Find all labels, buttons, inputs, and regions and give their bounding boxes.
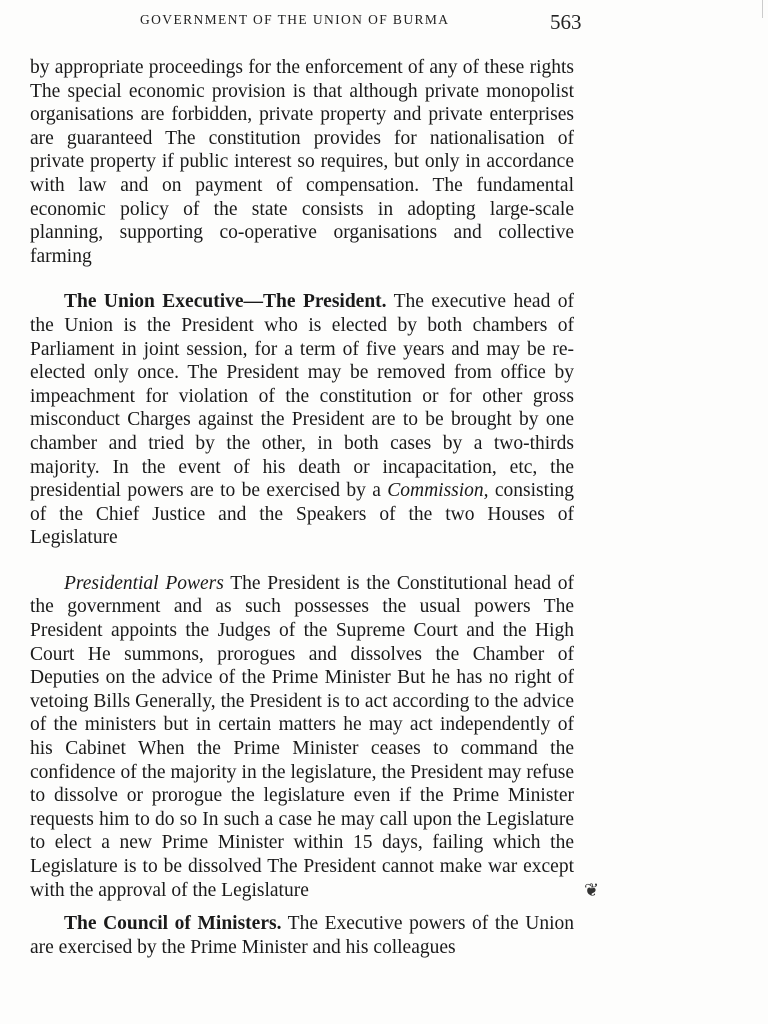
running-head: GOVERNMENT OF THE UNION OF BURMA (140, 12, 450, 27)
paragraph-gap (30, 902, 574, 912)
page-edge-line (762, 0, 763, 18)
paragraph-gap (30, 268, 574, 290)
paragraph-union-executive (30, 290, 574, 550)
paragraph-text: The Executive powers of the Union are exercised by the Prime Minister and his colleagues (30, 913, 574, 958)
paragraph-text-continued: consisting of the Chief Justice and the Speakers of the two Houses of Legislature (30, 480, 574, 549)
paragraph-text: by appropriate proceedings for the enforcement of any of these rights The special economic provision is that although private monopolist organisations are forbidden, private property and private enterprises are guaranteed The constitution provides for nationalisation of private property if public interest so requires, but only in accordance with law and on payment of compensation. The fundamental economic policy of the state consists in adopting large-scale planning, supporting co-operative organisations and collective farming (30, 57, 574, 267)
subheading-presidential-powers: Presidential Powers (64, 572, 224, 594)
italic-term-commission: Commission, (387, 480, 489, 502)
section-heading-union-executive: The Union Executive—The President. (64, 291, 387, 313)
margin-ink-mark-icon: ❦ (584, 880, 600, 900)
paragraph-council-of-ministers (30, 912, 574, 959)
paragraph-gap (30, 550, 574, 572)
paragraph-text: The President is the Constitutional head of the government and as such possesses the usual powers The President appoints the Judges of the Supreme Court and the High Court He summons, prorogues and dissolves the Chamber of Deputies on the advice of the Prime Minister But he has no right of vetoing Bills Generally, the President is to act according to the advice of the ministers but in certain matters he may act independently of his Cabinet When the Prime Minister ceases to command the confidence of the majority in the legislature, the President may refuse to dissolve or prorogue the legislature even if the Prime Minister requests him to do so In such a case he may call upon the Legislature to elect a new Prime Minister within 15 days, failing which the Legislature is to be dissolved The President cannot make war except with the approval of the Legislature (30, 572, 574, 901)
paragraph-economic-provisions (30, 56, 574, 268)
section-heading-council-of-ministers: The Council of Ministers. (64, 913, 282, 935)
page-number: 563 (550, 10, 582, 34)
body-text (30, 56, 574, 959)
paragraph-text: The executive head of the Union is the President who is elected by both chambers of Parliament in joint session, for a term of five years and may be re-elected only once. The President may be removed from office by impeachment for violation of the constitution or for other gross misconduct Charges against the President are to be brought by one chamber and tried by the other, in both cases by a two-thirds majority. In the event of his death or incapacitation, etc, the presidential powers are to be exercised by a (30, 291, 574, 502)
paragraph-presidential-powers (30, 572, 574, 902)
